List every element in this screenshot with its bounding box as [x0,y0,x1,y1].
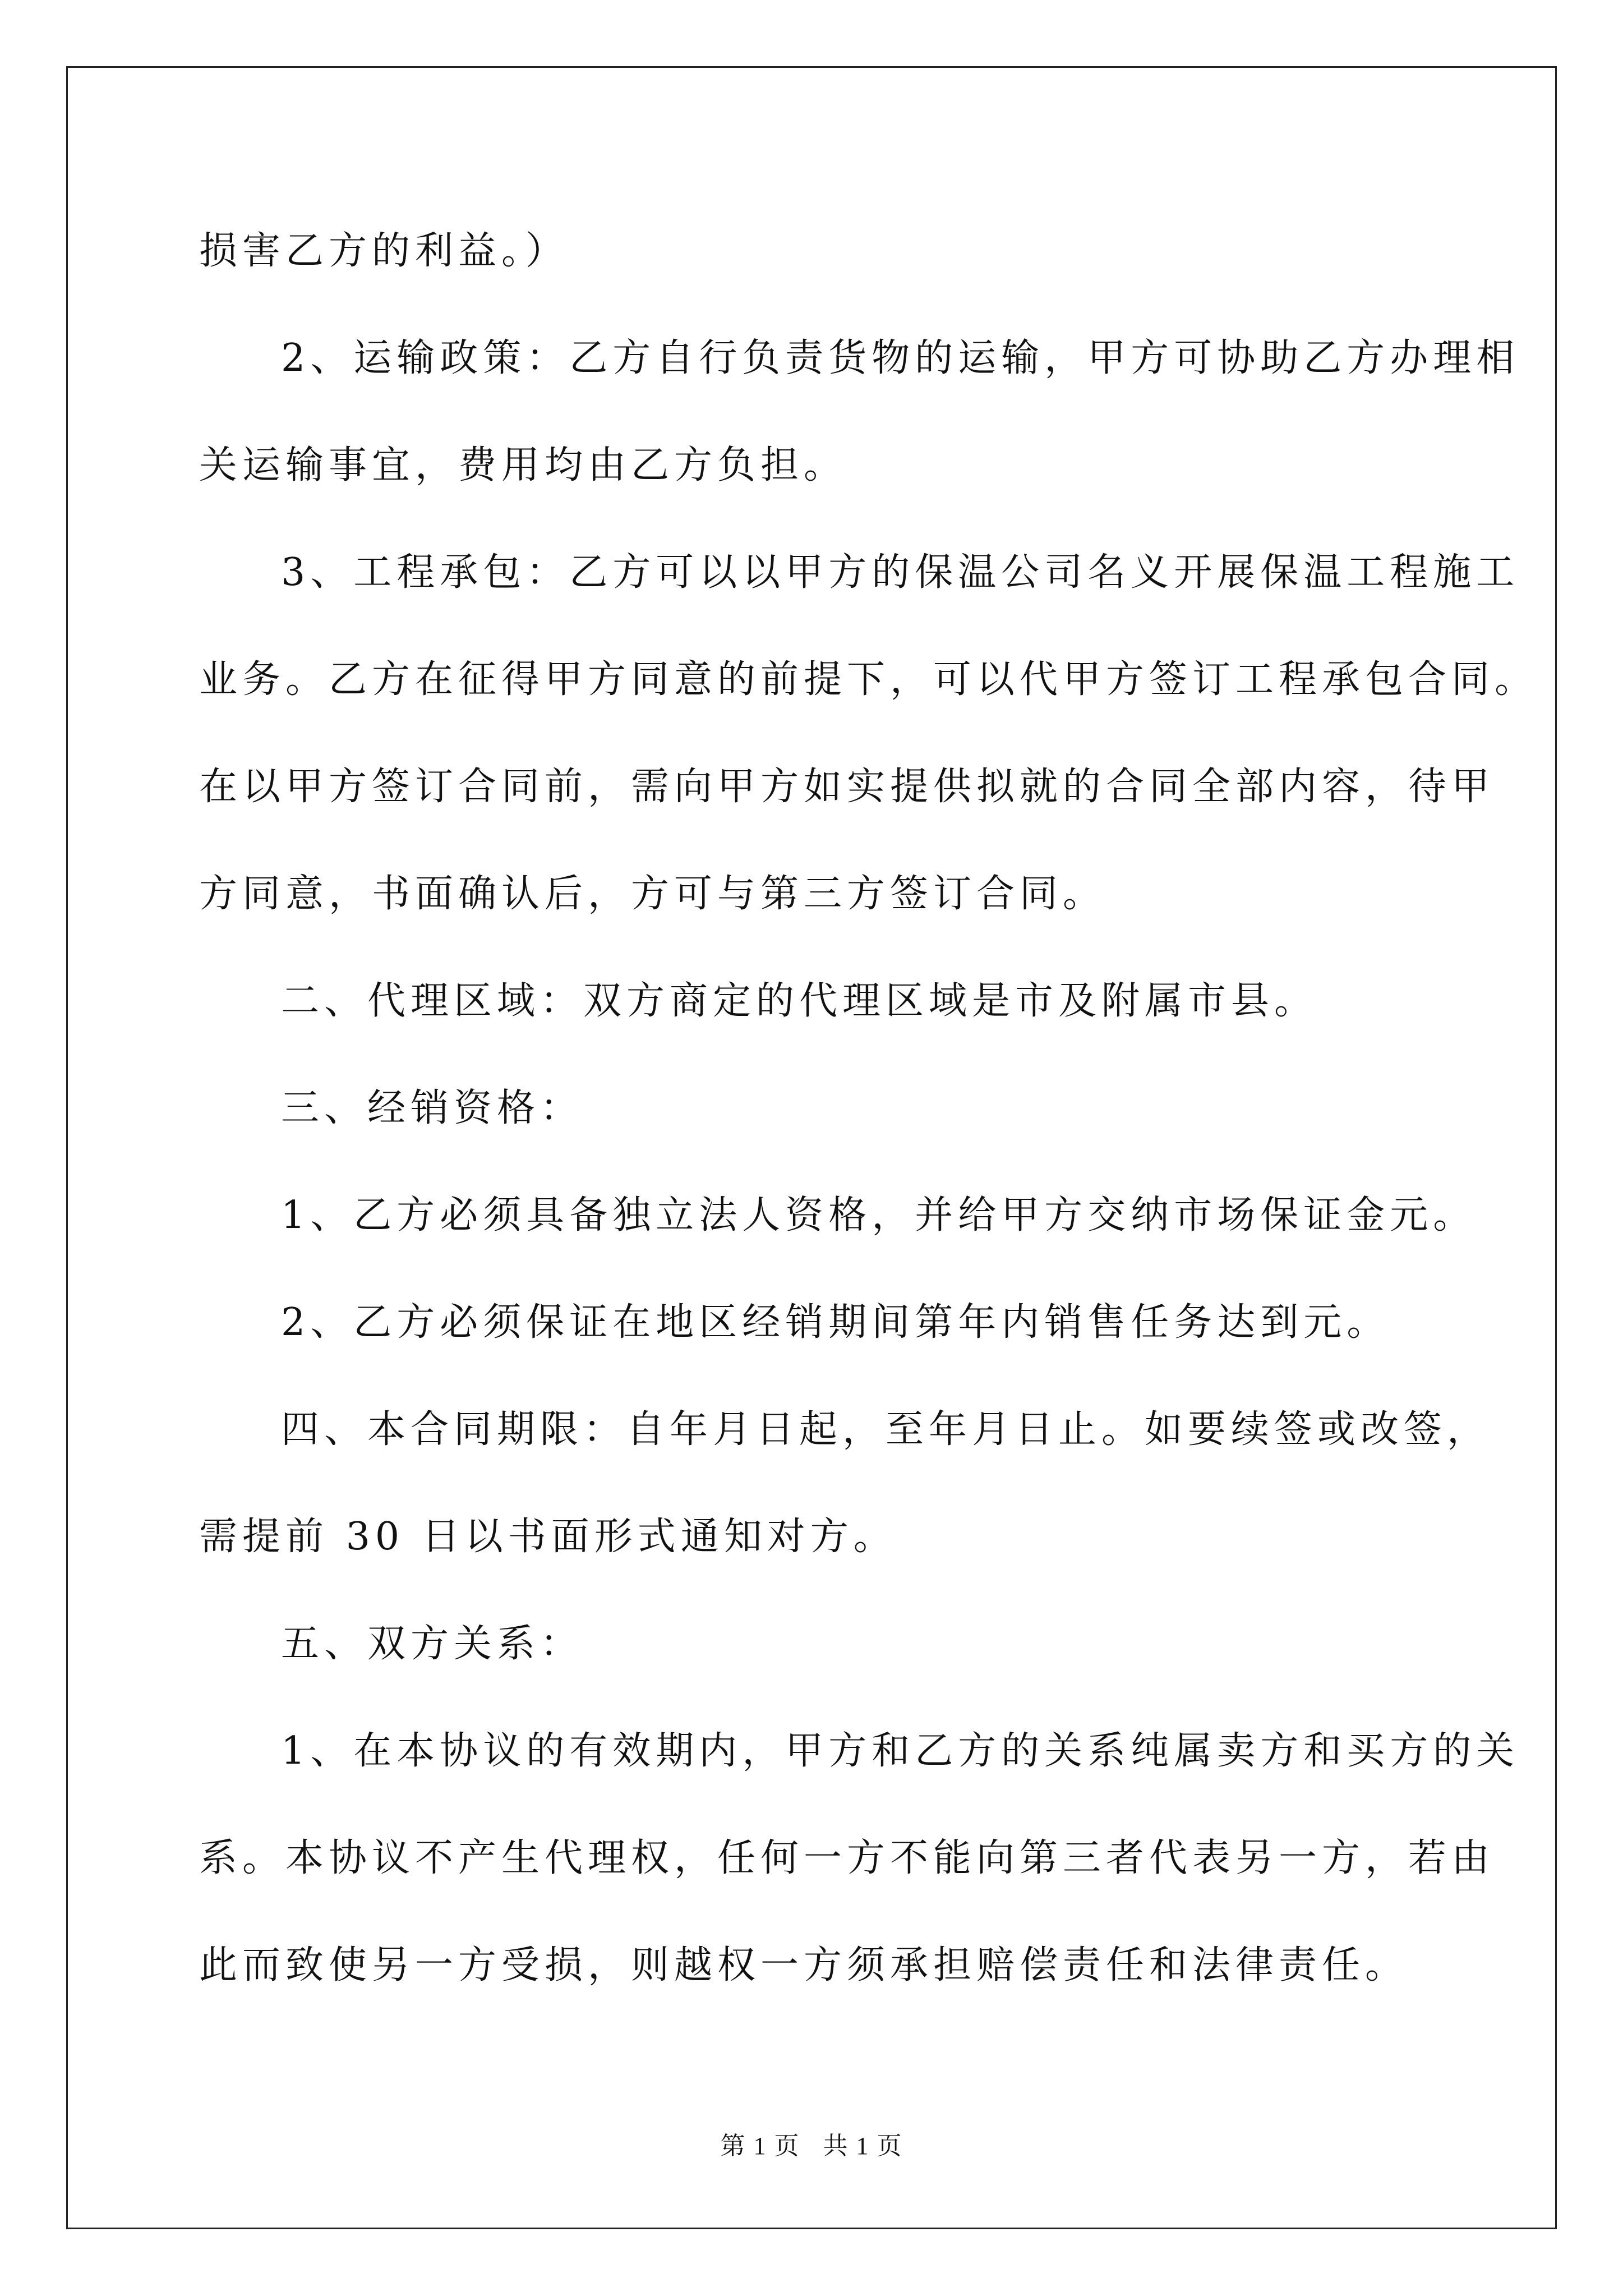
paragraph-line: 方同意，书面确认后，方可与第三方签订合同。 [199,872,1106,916]
paragraph-line: 在以甲方签订合同前，需向甲方如实提供拟就的合同全部内容，待甲 [199,765,1495,809]
paragraph-line: 损害乙方的利益。） [199,229,569,273]
paragraph-line: 3、工程承包：乙方可以以甲方的保温公司名义开展保温工程施工 [281,550,1520,595]
paragraph-line: 二、代理区域：双方商定的代理区域是市及附属市县。 [281,979,1318,1023]
page-border [66,66,1557,2229]
paragraph-line: 关运输事宜，费用均由乙方负担。 [199,443,847,487]
paragraph-line: 五、双方关系： [281,1622,584,1666]
paragraph-line: 四、本合同期限：自年月日起，至年月日止。如要续签或改签， [281,1407,1491,1452]
page-footer [0,2134,1623,2159]
paragraph-line: 1、在本协议的有效期内，甲方和乙方的关系纯属卖方和买方的关 [281,1729,1520,1773]
paragraph-line: 需提前 30 日以书面形式通知对方。 [199,1515,897,1559]
paragraph-line: 此而致使另一方受损，则越权一方须承担赔偿责任和法律责任。 [199,1943,1409,1987]
paragraph-line: 系。本协议不产生代理权，任何一方不能向第三者代表另一方，若由 [199,1836,1495,1880]
paragraph-line: 2、乙方必须保证在地区经销期间第年内销售任务达到元。 [281,1300,1390,1345]
paragraph-line: 2、运输政策：乙方自行负责货物的运输，甲方可协助乙方办理相 [281,336,1520,380]
page-total: 共 1 页 [823,2132,903,2160]
paragraph-line: 1、乙方必须具备独立法人资格，并给甲方交纳市场保证金元。 [281,1193,1477,1237]
paragraph-line: 三、经销资格： [281,1086,584,1130]
paragraph-line: 业务。乙方在征得甲方同意的前提下，可以代甲方签订工程承包合同。 [199,657,1538,702]
page-number: 第 1 页 [720,2132,800,2160]
